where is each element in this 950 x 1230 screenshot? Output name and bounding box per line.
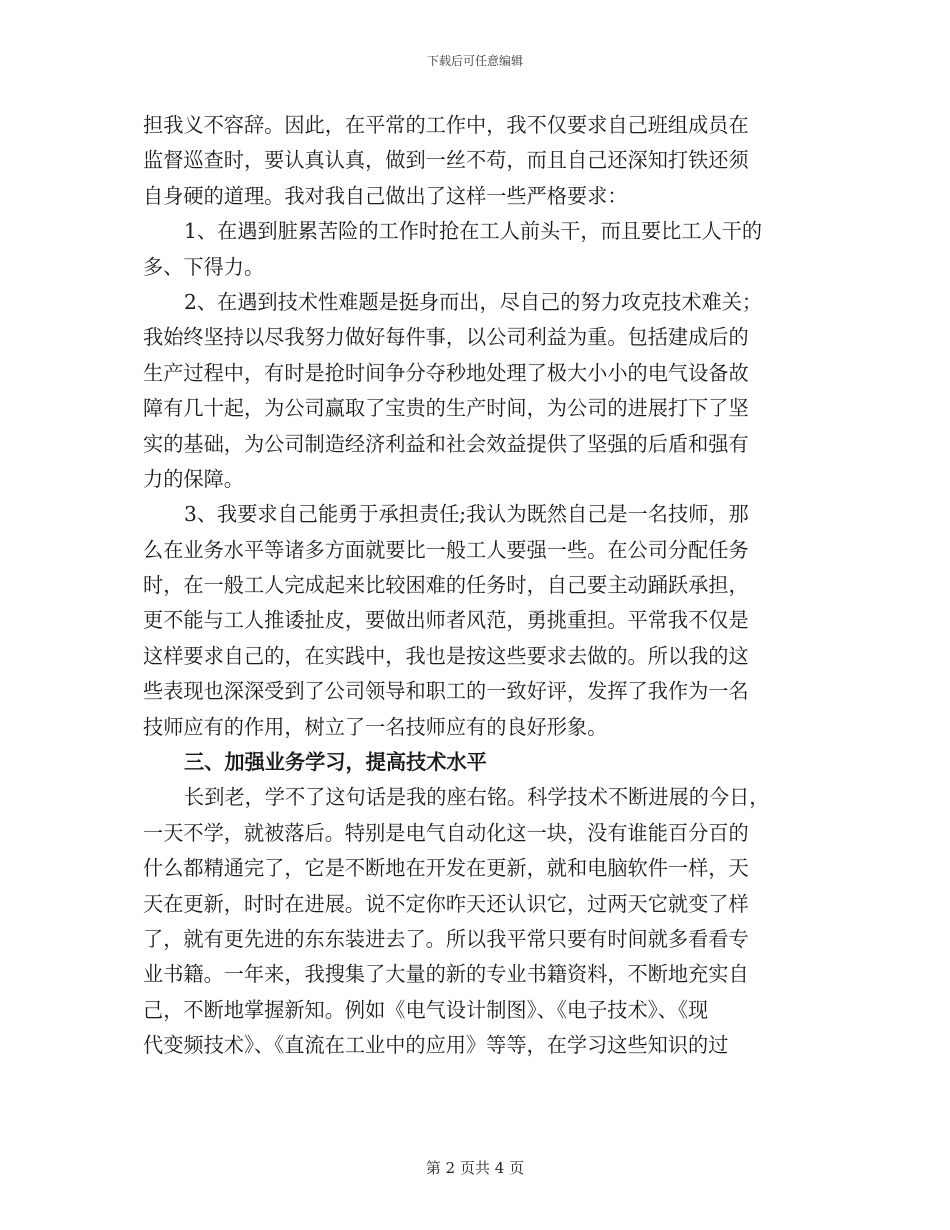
text-line: 障有几十起，为公司赢取了宝贵的生产时间，为公司的进展打下了坚 xyxy=(143,396,749,421)
text-line: 监督巡查时，要认真认真，做到一丝不苟，而且自己还深知打铁还须 xyxy=(143,148,749,173)
text-line: 多、下得力。 xyxy=(143,254,265,279)
text-line: 天在更新，时时在进展。说不定你昨天还认识它，过两天它就变了样 xyxy=(143,891,749,916)
section-heading: 三、加强业务学习，提高技术水平 xyxy=(184,750,487,775)
text-line: 生产过程中，有时是抢时间争分夺秒地处理了极大小小的电气设备故 xyxy=(143,360,749,385)
text-line: 力的保障。 xyxy=(143,466,244,491)
text-line: 更不能与工人推诿扯皮，要做出师者风范，勇挑重担。平常我不仅是 xyxy=(143,608,749,633)
text-line: 代变频技术》、《直流在工业中的应用》等等，在学习这些知识的过 xyxy=(143,1033,729,1058)
list-item-1-line: 1、在遇到脏累苦险的工作时抢在工人前头干，而且要比工人干的 xyxy=(184,219,763,244)
text-line: 一天不学，就被落后。特别是电气自动化这一块，没有谁能百分百的 xyxy=(143,820,749,845)
text-line: 什么都精通完了，它是不断地在开发在更新，就和电脑软件一样，天 xyxy=(143,856,749,881)
header-note: 下载后可任意编辑 xyxy=(426,54,523,68)
list-item-3-line: 3、我要求自己能勇于承担责任;我认为既然自己是一名技师，那 xyxy=(184,502,749,527)
text-line: 我始终坚持以尽我努力做好每件事，以公司利益为重。包括建成后的 xyxy=(143,325,749,350)
body-text xyxy=(143,108,813,1064)
text-line: 时，在一般工人完成起来比较困难的任务时，自己要主动踊跃承担， xyxy=(143,573,749,598)
text-line: 些表现也深深受到了公司领导和职工的一致好评，发挥了我作为一名 xyxy=(143,679,749,704)
list-item-2-line: 2、在遇到技术性难题是挺身而出，尽自己的努力攻克技术难关； xyxy=(184,289,763,314)
text-line: 么在业务水平等诸多方面就要比一般工人要强一些。在公司分配任务 xyxy=(143,537,749,562)
paragraph-start-line: 长到老，学不了这句话是我的座右铭。科学技术不断进展的今日， xyxy=(184,785,770,810)
text-line: 己，不断地掌握新知。例如《电气设计制图》、《电子技术》、《现 xyxy=(143,997,709,1022)
text-line: 业书籍。一年来，我搜集了大量的新的专业书籍资料，不断地充实自 xyxy=(143,962,749,987)
text-line: 实的基础，为公司制造经济利益和社会效益提供了坚强的后盾和强有 xyxy=(143,431,749,456)
text-line: 技师应有的作用，树立了一名技师应有的良好形象。 xyxy=(143,714,608,739)
text-line: 这样要求自己的，在实践中，我也是按这些要求去做的。所以我的这 xyxy=(143,643,749,668)
page-number: 第 2 页共 4 页 xyxy=(425,1159,525,1177)
text-line: 自身硬的道理。我对我自己做出了这样一些严格要求： xyxy=(143,183,628,208)
text-line: 担我义不容辞。因此，在平常的工作中，我不仅要求自己班组成员在 xyxy=(143,113,749,137)
text-line: 了，就有更先进的东东装进去了。所以我平常只要有时间就多看看专 xyxy=(143,926,749,951)
